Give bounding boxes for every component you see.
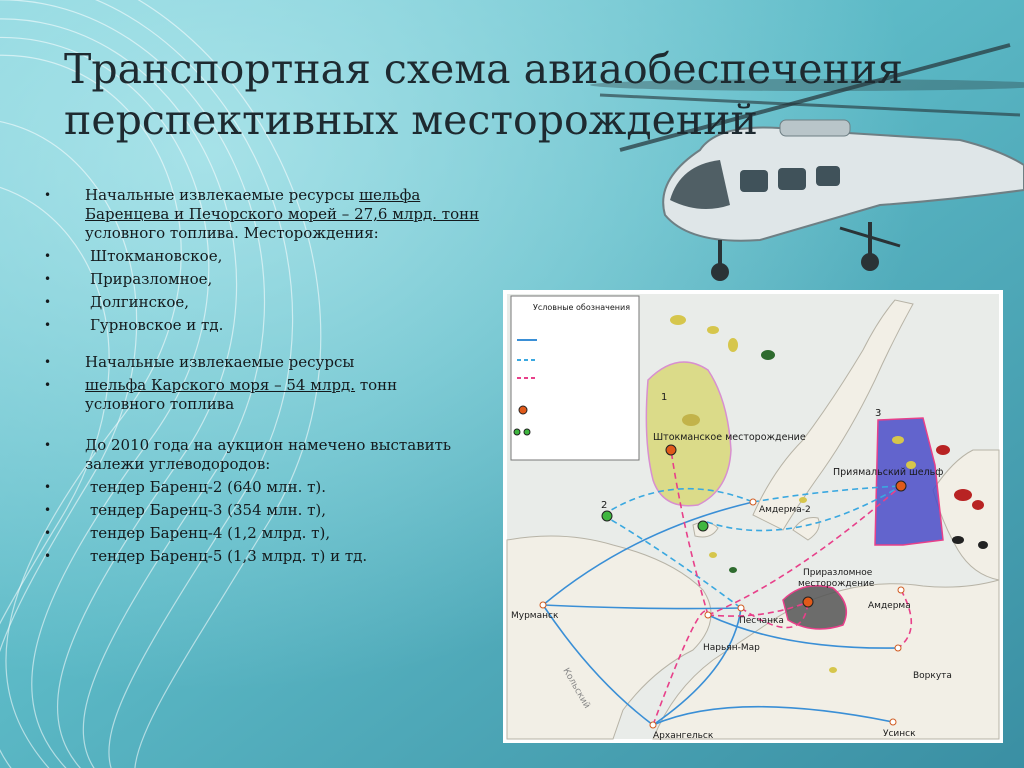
bullet-list (40, 186, 480, 570)
slide-title-line2: перспективных месторождений (64, 96, 758, 144)
list-item-shelf-barents (40, 186, 480, 243)
slide-title-line1: Транспортная схема авиаобеспечения (64, 45, 904, 93)
airport-pechanka (738, 605, 744, 611)
p1-underlined: шельфа Баренцева и Печорского морей – 27,6 млрд. тонн (85, 186, 480, 223)
list-item-field: • Гурновское и тд. (40, 316, 480, 335)
vessel-marker-1 (698, 521, 708, 531)
airport-amderma (898, 587, 904, 593)
airport-amderma2 (750, 499, 756, 505)
airport-naryan-mar (705, 612, 711, 618)
p1-text: Начальные извлекаемые ресурсы (85, 186, 360, 204)
list-item-tender: • тендер Баренц-3 (354 млн. т), (40, 501, 480, 520)
label-vorkuta: Воркута (913, 671, 952, 681)
vessel-marker-2 (602, 511, 612, 521)
label-num2: 2 (601, 500, 608, 511)
label-naryan-mar: Нарьян-Мар (703, 643, 760, 653)
legend-title: Условные обозначения (533, 303, 631, 312)
p3-after: тонн условного топлива (85, 376, 398, 413)
airport-arkhangelsk (650, 722, 656, 728)
legend-swatch-vessel (514, 429, 520, 435)
label-shtokman: Штокманское месторождение (653, 432, 806, 443)
p1-after: условного топлива. Месторождения: (85, 224, 379, 242)
legend-swatch-vessel (524, 429, 530, 435)
rig-marker-prirazlom (803, 597, 813, 607)
map-legend (511, 296, 639, 460)
label-amderma: Амдерма (868, 601, 911, 611)
label-priyamal: Приямальский шельф (833, 467, 944, 478)
label-kolsky: Кольский (560, 666, 592, 711)
label-arkhangelsk: Архангельск (653, 731, 714, 741)
list-item-tender: • тендер Баренц-4 (1,2 млрд. т), (40, 524, 480, 543)
airport-vorkuta (895, 645, 901, 651)
label-prirazlom-2: месторождение (798, 579, 875, 589)
list-item-field: • Приразломное, (40, 270, 480, 289)
label-prirazlom-1: Приразломное (803, 568, 873, 578)
airport-usinsk (890, 719, 896, 725)
list-item-field: • Штокмановское, (40, 247, 480, 266)
list-item-kara-shelf (40, 376, 480, 414)
list-item-field: • Долгинское, (40, 293, 480, 312)
legend-swatch-rig (519, 406, 527, 414)
label-amderma2: Амдерма-2 (759, 505, 811, 515)
list-item-auction: • До 2010 года на аукцион намечено выставить залежи углеводородов: (40, 436, 480, 474)
slide-title (64, 44, 964, 146)
label-usinsk: Усинск (883, 729, 916, 739)
rig-marker-priyamal (896, 481, 906, 491)
airport-murmansk (540, 602, 546, 608)
rig-marker-shtokman (666, 445, 676, 455)
list-item-tender: • тендер Баренц-5 (1,3 млрд. т) и тд. (40, 547, 480, 566)
p3-underlined: шельфа Карского моря – 54 млрд. (85, 376, 356, 394)
label-num3: 3 (875, 408, 882, 419)
label-murmansk: Мурманск (511, 611, 559, 621)
list-item-resources: • Начальные извлекаемые ресурсы (40, 353, 480, 372)
list-item-tender: • тендер Баренц-2 (640 млн. т). (40, 478, 480, 497)
label-num1: 1 (661, 392, 668, 403)
label-pechanka: Песчанка (739, 616, 784, 626)
transport-map (503, 290, 1003, 743)
